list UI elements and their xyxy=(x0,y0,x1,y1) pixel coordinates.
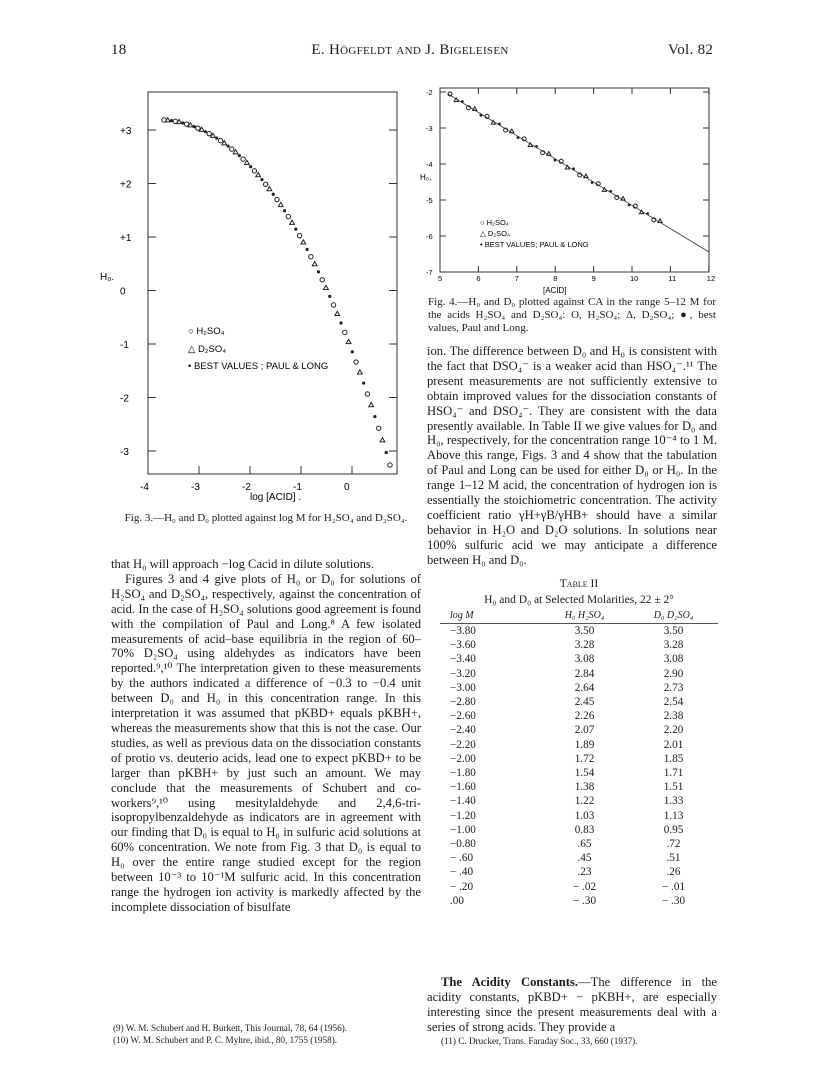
figure-3 xyxy=(100,80,420,510)
table-cell: −2.20 xyxy=(450,738,476,751)
paragraph: —The difference in the acidity constants, pKBD+ − pKBH+, are especially interesting since the present measurements deal with a series of strong acids. They provide a xyxy=(427,975,717,1034)
table-row xyxy=(440,794,718,808)
figure-3-caption: Fig. 3.—H₀ and D₀ plotted against log M for H₂SO₄ and D₂SO₄. xyxy=(124,512,408,524)
legend-item-d2so4: △ D₂SO₄ xyxy=(188,344,227,355)
marker-best-value xyxy=(628,204,631,207)
marker-d2so4 xyxy=(165,118,170,122)
marker-d2so4 xyxy=(380,438,385,442)
marker-d2so4 xyxy=(346,339,351,343)
table-row xyxy=(440,752,718,766)
footnote-9: (9) W. M. Schubert and H. Burkett, This Journal, 78, 64 (1956). xyxy=(113,1023,348,1033)
x-tick-label: -4 xyxy=(140,482,149,493)
marker-h2so4 xyxy=(275,197,279,201)
legend-item-h2so4: ○ H₂SO₄ xyxy=(480,218,509,227)
table-cell: 1.89 xyxy=(574,738,595,751)
marker-d2so4 xyxy=(335,311,340,315)
table-cell: 1.51 xyxy=(663,781,684,794)
x-tick-label: 0 xyxy=(344,482,350,493)
table-row xyxy=(440,823,718,837)
table-cell: − .60 xyxy=(450,852,474,865)
table-cell: 2.64 xyxy=(574,681,595,694)
table-cell: .65 xyxy=(577,838,592,851)
table-cell: 1.54 xyxy=(574,767,595,780)
legend-item-h2so4: ○ H₂SO₄ xyxy=(188,326,225,337)
table-row xyxy=(440,624,718,639)
marker-best-value xyxy=(554,159,557,162)
table-row xyxy=(440,851,718,865)
table-cell: 1.22 xyxy=(574,795,595,808)
table-cell: .72 xyxy=(666,838,681,851)
table-ii xyxy=(440,578,718,908)
legend-item-best-values: • BEST VALUES; PAUL & LONG xyxy=(480,240,589,249)
table-cell: − .30 xyxy=(572,894,597,907)
table-row xyxy=(440,681,718,695)
table-cell: 3.28 xyxy=(574,639,595,652)
marker-h2so4 xyxy=(354,360,358,364)
table-cell: 0.95 xyxy=(663,823,684,836)
footnotes-left xyxy=(113,1023,423,1046)
x-tick-label: -3 xyxy=(191,482,200,493)
table-cell: 2.20 xyxy=(663,724,684,737)
table-cell: 3.50 xyxy=(663,625,684,637)
table-cell: 3.50 xyxy=(574,625,595,637)
table-subtitle: H₀ and D₀ at Selected Molarities, 22 ± 2° xyxy=(484,594,674,606)
marker-h2so4 xyxy=(252,169,256,173)
marker-d2so4 xyxy=(267,187,272,191)
y-tick-label: +1 xyxy=(120,233,132,244)
marker-h2so4 xyxy=(218,138,222,142)
marker-best-value xyxy=(591,181,594,184)
table-row xyxy=(440,865,718,879)
table-cell: −0.80 xyxy=(450,838,476,851)
right-column-top xyxy=(427,344,717,568)
x-tick-label: 11 xyxy=(668,274,677,283)
table-cell: −3.40 xyxy=(450,653,476,666)
y-tick-label: -2 xyxy=(120,393,129,405)
marker-h2so4 xyxy=(343,330,347,334)
table-cell: .26 xyxy=(666,866,681,879)
table-cell: 3.08 xyxy=(574,653,595,666)
marker-h2so4 xyxy=(207,131,211,135)
table-cell: − .30 xyxy=(661,894,686,907)
figure-4-caption: Fig. 4.—H₀ and D₀ plotted against CA in the range 5–12 M for the acids H₂SO₄ and D₂SO₄: O, H₂SO₄; Δ, D₂SO₄; ●, best values, Paul and Long. xyxy=(428,296,716,334)
y-axis-label: H₀. xyxy=(100,272,115,283)
marker-best-value xyxy=(498,123,501,126)
x-axis-label: [ACID] xyxy=(543,286,567,295)
x-tick-label: 9 xyxy=(591,274,596,283)
table-row xyxy=(440,738,718,752)
table-cell: − .02 xyxy=(572,880,597,893)
table-cell: −1.60 xyxy=(450,781,476,794)
table-row xyxy=(440,766,718,780)
section-heading: The Acidity Constants. xyxy=(441,975,579,989)
marker-d2so4 xyxy=(369,403,374,407)
marker-best-value xyxy=(461,100,464,103)
table-cell: −2.80 xyxy=(450,696,476,709)
table-cell: 2.38 xyxy=(663,710,684,723)
table-cell: −1.20 xyxy=(450,809,476,822)
marker-h2so4 xyxy=(286,214,290,218)
marker-d2so4 xyxy=(301,240,306,244)
x-tick-label: 6 xyxy=(476,274,481,283)
marker-best-value xyxy=(535,145,538,148)
x-tick-label: -1 xyxy=(293,482,302,493)
marker-d2so4 xyxy=(357,370,362,374)
table-cell: 1.85 xyxy=(663,752,684,765)
y-tick-label: 0 xyxy=(120,286,126,298)
x-tick-label: 10 xyxy=(630,274,639,283)
table-cell: −3.00 xyxy=(450,681,476,694)
table xyxy=(440,611,718,908)
marker-d2so4 xyxy=(312,262,317,266)
x-axis-label: log [ACID] . xyxy=(250,492,302,503)
y-tick-label: -1 xyxy=(120,340,129,351)
table-cell: 2.01 xyxy=(663,738,684,751)
marker-h2so4 xyxy=(230,147,234,151)
marker-best-value xyxy=(306,248,309,251)
marker-best-value xyxy=(260,178,263,181)
y-tick-label: -3 xyxy=(120,447,129,458)
table-row xyxy=(440,837,718,851)
table-row xyxy=(440,638,718,652)
marker-d2so4 xyxy=(244,160,249,164)
table-cell: 1.13 xyxy=(663,809,684,822)
data-points xyxy=(448,92,709,252)
table-cell: −3.20 xyxy=(450,667,476,680)
x-tick-label: 12 xyxy=(706,274,716,283)
data-points xyxy=(162,118,392,468)
table-cell: 2.07 xyxy=(574,724,595,737)
y-tick-label: -3 xyxy=(426,124,433,133)
marker-best-value xyxy=(339,321,342,324)
marker-best-value xyxy=(226,144,229,147)
table-cell: 1.38 xyxy=(574,781,595,794)
marker-best-value xyxy=(238,154,241,157)
marker-h2so4 xyxy=(331,303,335,307)
y-tick-label: +3 xyxy=(120,126,132,137)
paragraph: that H₀ will approach −log Cacid in dilute solutions. xyxy=(111,557,374,571)
legend-item-best-values: • BEST VALUES ; PAUL & LONG xyxy=(188,361,329,372)
plot-frame xyxy=(148,92,397,474)
left-column xyxy=(111,557,421,915)
table-title: Table II xyxy=(559,578,599,590)
figure-4 xyxy=(418,80,718,301)
table-row xyxy=(440,667,718,681)
figure-4-plot xyxy=(418,80,718,296)
legend xyxy=(188,326,328,372)
marker-best-value xyxy=(294,227,297,230)
table-cell: 2.54 xyxy=(663,696,684,709)
column-header: H₀ H₂SO₄ xyxy=(540,611,629,624)
table-cell: −1.80 xyxy=(450,767,476,780)
column-header: log M xyxy=(440,611,540,624)
x-tick-label: 8 xyxy=(553,274,558,283)
table-cell: 1.03 xyxy=(574,809,595,822)
marker-best-value xyxy=(362,381,365,384)
table-cell: −2.40 xyxy=(450,724,476,737)
marker-h2so4 xyxy=(196,126,200,130)
table-cell: −1.00 xyxy=(450,823,476,836)
table-row xyxy=(440,880,718,894)
marker-best-value xyxy=(385,451,388,454)
y-tick-label: +2 xyxy=(120,179,132,191)
x-tick-label: 5 xyxy=(438,274,443,283)
y-tick-label: -2 xyxy=(426,88,433,97)
marker-h2so4 xyxy=(309,254,313,258)
marker-best-value xyxy=(373,415,376,418)
marker-d2so4 xyxy=(256,173,261,177)
paragraph: Figures 3 and 4 give plots of H₀ or D₀ for solutions of H₂SO₄ and D₂SO₄, respectively, against the concentration of acid. In the case of H₂SO₄ solutions good agreement is found with the compilation of Paul and Long.⁸ A few isolated measurements of acid–base equilibria in the region of 60–70% D₂SO₄ using aldehydes as indicators have been reported.⁹,¹⁰ The interpretation given to these measurements by the authors indicated a difference of −0.3 to −0.4 unit between D₀ and H₀ in this concentration range. In this interpretation it was assumed that pKBD+ equals pKBH+, whereas the measurements show that this is not the case. Our studies, as well as previous data on the dissociation constants of protio vs. deuterio acids, lead one to expect pKBD+ to be larger than pKBH+ by just such an amount. We may conclude that the measurements of Schubert and co-workers⁹,¹⁰ using mesitylaldehyde and 2,4,6-tri-isopropylbenzaldehyde as indicators are in agreement with our finding that D₀ is equal to H₀ in sulfuric acid solutions at 60% concentration. We note from Fig. 3 that D₀ is equal to H₀ over the entire range studied except for the region between 10⁻³ to 10⁻¹M sulfuric acid. In this concentration range the hydrogen ion activity is markedly affected by the incomplete dissociation of bisulfate xyxy=(111,571,421,914)
table-cell: .23 xyxy=(577,866,592,879)
marker-best-value xyxy=(317,270,320,273)
table-cell: 2.84 xyxy=(574,667,595,680)
legend xyxy=(480,218,589,249)
y-axis-label: H₀, xyxy=(420,173,432,182)
footnote-10: (10) W. M. Schubert and P. C. Myhre, ibid., 80, 1755 (1958). xyxy=(113,1034,338,1045)
table-row xyxy=(440,809,718,823)
footnotes-right xyxy=(441,1036,719,1048)
table-row xyxy=(440,709,718,723)
table-cell: −2.60 xyxy=(450,710,476,723)
marker-best-value xyxy=(249,165,252,168)
marker-best-value xyxy=(328,295,331,298)
table-cell: −2.00 xyxy=(450,752,476,765)
marker-best-value xyxy=(215,137,218,140)
marker-d2so4 xyxy=(278,202,283,206)
table-cell: 2.45 xyxy=(574,696,595,709)
figure-3-plot xyxy=(100,80,420,505)
x-tick-label: 7 xyxy=(514,274,519,283)
table-row xyxy=(440,652,718,666)
paragraph: ion. The difference between D₀ and H₀ is consistent with the fact that DSO₄⁻ is a weaker acid than HSO₄⁻.¹¹ The present measurements are not sufficiently extensive to obtain improved values for the dissociation constants of HSO₄⁻ and DSO₄⁻. They are consistent with the data presently available. In Table II we give values for D₀ and H₀, respectively, for the concentration range 10⁻⁴ to 1 M. Above this range, Figs. 3 and 4 show that the tabulation of Paul and Long can be used for either D₀ or H₀. In the range 1–12 M acid, the concentration of hydrogen ion is essentially the stoichiometric concentration. The activity coefficient ratio γH+γB/γHB+ should have a similar behavior in H₂O and D₂O solutions. In solutions near 100% sulfuric acid we may anticipate a difference between H₀ and D₀. xyxy=(427,344,717,567)
y-tick-label: -5 xyxy=(426,196,433,205)
marker-d2so4 xyxy=(290,220,295,224)
table-cell: − .20 xyxy=(450,880,474,893)
footnote-11: (11) C. Drucker, Trans. Faraday Soc., 33, 660 (1937). xyxy=(441,1036,638,1046)
table-cell: .51 xyxy=(666,852,681,865)
column-header: D₀ D₂SO₄ xyxy=(629,611,718,624)
marker-best-value xyxy=(646,212,649,215)
marker-best-value xyxy=(517,136,520,139)
table-cell: 2.90 xyxy=(663,667,684,680)
marker-d2so4 xyxy=(324,285,329,289)
marker-best-value xyxy=(572,167,575,170)
marker-h2so4 xyxy=(297,233,301,237)
marker-best-value xyxy=(272,193,275,196)
table-cell: 3.28 xyxy=(663,639,684,652)
marker-best-value xyxy=(283,209,286,212)
marker-best-value xyxy=(204,130,207,133)
table-row xyxy=(440,894,718,908)
table-cell: 2.26 xyxy=(574,710,595,723)
table-cell: 3.08 xyxy=(663,653,684,666)
y-tick-label: -6 xyxy=(426,232,433,241)
volume-label: Vol. 82 xyxy=(668,42,714,58)
table-cell: 1.33 xyxy=(663,795,684,808)
legend-item-d2so4: △ D₂SO₄ xyxy=(480,229,511,238)
table-cell: 1.71 xyxy=(663,767,684,780)
table-cell: −3.80 xyxy=(450,625,476,637)
marker-best-value xyxy=(609,190,612,193)
right-column-bottom xyxy=(427,975,717,1035)
running-title: E. Högfeldt and J. Bigeleisen xyxy=(311,42,509,58)
page-number: 18 xyxy=(111,42,127,58)
y-tick-label: -7 xyxy=(426,268,433,277)
table-cell: .45 xyxy=(577,852,592,865)
table-cell: −1.40 xyxy=(450,795,476,808)
marker-h2so4 xyxy=(377,426,381,430)
table-cell: 1.72 xyxy=(574,752,595,765)
table-cell: .00 xyxy=(450,894,464,907)
table-row xyxy=(440,780,718,794)
marker-best-value xyxy=(479,114,482,117)
y-tick-label: -4 xyxy=(426,160,433,169)
table-cell: − .40 xyxy=(450,866,474,879)
marker-h2so4 xyxy=(320,278,324,282)
table-cell: 0.83 xyxy=(574,823,595,836)
marker-h2so4 xyxy=(264,182,268,186)
marker-h2so4 xyxy=(365,392,369,396)
table-cell: − .01 xyxy=(661,880,686,893)
marker-best-value xyxy=(351,350,354,353)
table-cell: 2.73 xyxy=(663,681,684,694)
table-row xyxy=(440,695,718,709)
marker-h2so4 xyxy=(241,157,245,161)
x-tick-label: -2 xyxy=(242,482,251,493)
table-cell: −3.60 xyxy=(450,639,476,652)
table-row xyxy=(440,723,718,737)
marker-h2so4 xyxy=(388,463,392,467)
